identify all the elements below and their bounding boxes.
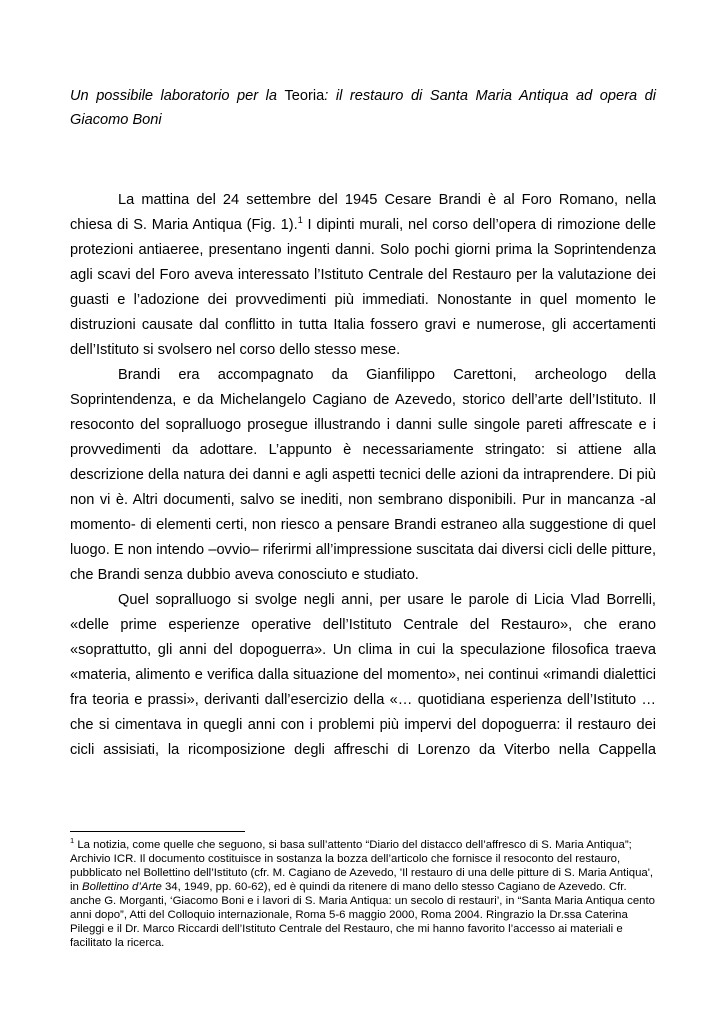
- footnote-text-b: 34, 1949, pp. 60-62), ed è quindi da ritenere di mano dello stesso Cagiano de Azevedo. Cfr. anche G. Morganti, ‘Giacomo Boni e i lavori di S. Maria Antiqua: un secolo di restauri’, in “Santa Maria Antiqua cento anni dopo”, Atti del Colloquio internazionale, Roma 5-6 maggio 2000, Roma 2004. Ringrazio la Dr.ssa Caterina Pileggi e il Dr. Marco Riccardi dell’Istituto Centrale del Restauro, che mi hanno favorito l’accesso ai materiali e facilitato la ricerca.: [70, 881, 656, 949]
- title-part-3: : il restauro di Santa Maria Antiqua ad opera di Giacomo Boni: [70, 88, 656, 128]
- paragraph-2: Brandi era accompagnato da Gianfilippo Carettoni, archeologo della Soprintendenza, e da Michelangelo Cagiano de Azevedo, storico dell’arte dell’Istituto. Il resoconto del sopralluogo prosegue illustrando i danni sulle singole pareti affrescate e i provvedimenti da adottare. L’appunto è necessariamente stringato: si attiene alla descrizione della natura dei danni e agli aspetti tecnici delle azioni da intraprendere. Di più non vi è. Altri documenti, salvo se inediti, non sembrano disponibili. Pur in mancanza -al momento- di elementi certi, non riesco a pensare Brandi estraneo alla suggestione di quel luogo. E non intendo –ovvio– riferirmi all’impressione suscitata dai diversi cicli delle pitture, che Brandi senza dubbio aveva conosciuto e studiato.: [70, 367, 656, 583]
- footnote-number: 1: [70, 836, 75, 846]
- footnote-journal-title: Bollettino d’Arte: [82, 881, 162, 893]
- paragraph-1-text-b: I dipinti murali, nel corso dell’opera di rimozione delle protezioni antiaeree, presentano ingenti danni. Solo pochi giorni prima la Soprintendenza agli scavi del Foro aveva interessato l’Istituto Centrale del Restauro per la valutazione dei guasti e l’adozione dei provvedimenti più immediati. Nonostante in quel momento le distruzioni causate dal conflitto in tutta Italia fossero gravi e numerose, gli accertamenti dell’Istituto si svolsero nel corso dello stesso mese.: [70, 217, 656, 358]
- article-body: [70, 188, 656, 763]
- article-title: [70, 84, 656, 132]
- paragraph-3: Quel sopralluogo si svolge negli anni, per usare le parole di Licia Vlad Borrelli, «delle prime esperienze operative dell’Istituto Centrale del Restauro», che erano «soprattutto, gli anni del dopoguerra». Un clima in cui la speculazione filosofica traeva «materia, alimento e verifica dalla situazione del momento», nei continui «rimandi dialettici fra teoria e prassi», derivanti dall’esercizio della «… quotidiana esperienza dell’Istituto … che si cimentava in quegli anni con i problemi più impervi del dopoguerra: il restauro dei cicli assisiati, la ricomposizione degli affreschi di Lorenzo da Viterbo nella Cappella: [70, 592, 656, 758]
- paragraph-1: [70, 188, 656, 363]
- title-theory-word: Teoria: [284, 88, 325, 104]
- footnote-ref-1[interactable]: 1: [297, 215, 303, 226]
- footnote-text-a: La notizia, come quelle che seguono, si basa sull’attento “Diario del distacco dell’affresco di S. Maria Antiqua”; Archivio ICR. Il documento costituisce in sostanza la bozza dell’articolo che fornisce il resoconto del restauro, pubblicato nel Bollettino dell’Istituto (cfr. M. Cagiano de Azevedo, 'Il restauro di una delle pitture di S. Maria Antiqua', in: [70, 839, 654, 893]
- footnote-divider: [70, 831, 245, 832]
- title-part-1: Un possibile laboratorio per la: [70, 88, 285, 104]
- page-content: [70, 84, 656, 763]
- footnote-1: [70, 838, 656, 950]
- paragraph-1-text-a: La mattina del 24 settembre del 1945 Cesare Brandi è al Foro Romano, nella chiesa di S. Maria Antiqua (Fig. 1).: [70, 192, 656, 233]
